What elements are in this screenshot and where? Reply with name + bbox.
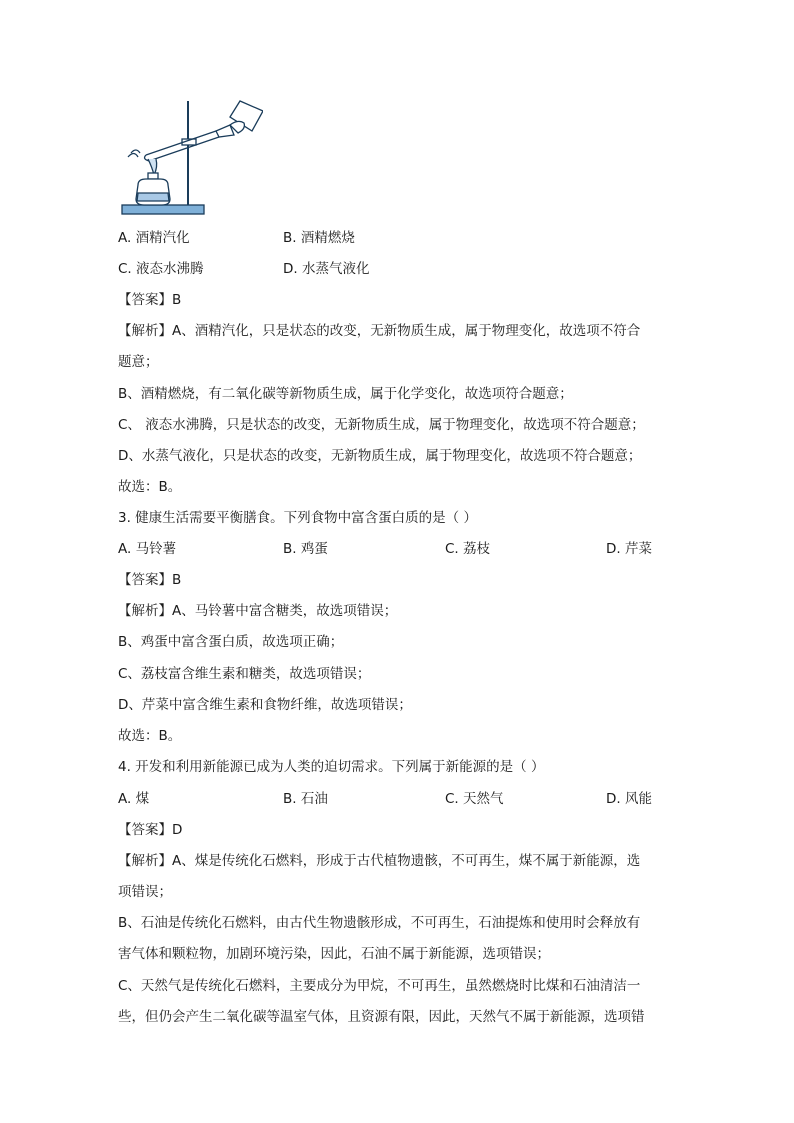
- lab-apparatus-figure: [118, 95, 263, 220]
- apparatus-drawing: [118, 95, 263, 220]
- q4-analysis-line: 些，但仍会产生二氧化碳等温室气体，且资源有限，因此，天然气不属于新能源，选项错: [118, 1009, 645, 1025]
- q3-option-c[interactable]: C. 荔枝: [445, 541, 491, 557]
- q2-option-b[interactable]: B. 酒精燃烧: [283, 230, 355, 246]
- q4-option-d[interactable]: D. 风能: [606, 791, 652, 807]
- q3-analysis-line: C、荔枝富含维生素和糖类，故选项错误；: [118, 666, 371, 682]
- q2-option-d[interactable]: D. 水蒸气液化: [283, 261, 370, 277]
- q3-analysis-line: B、鸡蛋中富含蛋白质，故选项正确；: [118, 634, 344, 650]
- q3-analysis-line: D、芹菜中富含维生素和食物纤维，故选项错误；: [118, 697, 412, 713]
- q3-answer: 【答案】B: [118, 572, 182, 588]
- q2-option-a[interactable]: A. 酒精汽化: [118, 230, 190, 246]
- q4-stem: 4. 开发和利用新能源已成为人类的迫切需求。下列属于新能源的是（ ）: [118, 759, 545, 775]
- q3-analysis-line: 故选：B。: [118, 728, 182, 744]
- q2-analysis-line: 题意；: [118, 354, 159, 370]
- q4-analysis-line: 项错误；: [118, 884, 172, 900]
- q4-option-a[interactable]: A. 煤: [118, 791, 150, 807]
- q2-option-c[interactable]: C. 液态水沸腾: [118, 261, 204, 277]
- q4-option-b[interactable]: B. 石油: [283, 791, 328, 807]
- q4-analysis-line: 害气体和颗粒物，加剧环境污染，因此，石油不属于新能源，选项错误；: [118, 946, 550, 962]
- q3-stem: 3. 健康生活需要平衡膳食。下列食物中富含蛋白质的是（ ）: [118, 510, 477, 526]
- q2-analysis-line: C、 液态水沸腾，只是状态的改变，无新物质生成，属于物理变化，故选项不符合题意；: [118, 417, 645, 433]
- q3-option-a[interactable]: A. 马铃薯: [118, 541, 177, 557]
- q4-analysis-line: C、天然气是传统化石燃料，主要成分为甲烷，不可再生，虽然燃烧时比煤和石油清洁一: [118, 978, 641, 994]
- q4-analysis-line: 【解析】A、煤是传统化石燃料，形成于古代植物遗骸，不可再生，煤不属于新能源，选: [118, 853, 641, 869]
- q4-option-c[interactable]: C. 天然气: [445, 791, 504, 807]
- q2-analysis-line: B、酒精燃烧，有二氧化碳等新物质生成，属于化学变化，故选项符合题意；: [118, 386, 573, 402]
- q2-analysis-line: D、水蒸气液化，只是状态的改变，无新物质生成，属于物理变化，故选项不符合题意；: [118, 448, 642, 464]
- q3-option-d[interactable]: D. 芹菜: [606, 541, 652, 557]
- q4-answer: 【答案】D: [118, 822, 183, 838]
- q4-analysis-line: B、石油是传统化石燃料，由古代生物遗骸形成，不可再生，石油提炼和使用时会释放有: [118, 915, 641, 931]
- q3-option-b[interactable]: B. 鸡蛋: [283, 541, 328, 557]
- q2-analysis-line: 【解析】A、酒精汽化，只是状态的改变，无新物质生成，属于物理变化，故选项不符合: [118, 323, 641, 339]
- q3-analysis-line: 【解析】A、马铃薯中富含糖类，故选项错误；: [118, 603, 398, 619]
- q2-analysis-line: 故选：B。: [118, 479, 182, 495]
- q2-answer: 【答案】B: [118, 292, 182, 308]
